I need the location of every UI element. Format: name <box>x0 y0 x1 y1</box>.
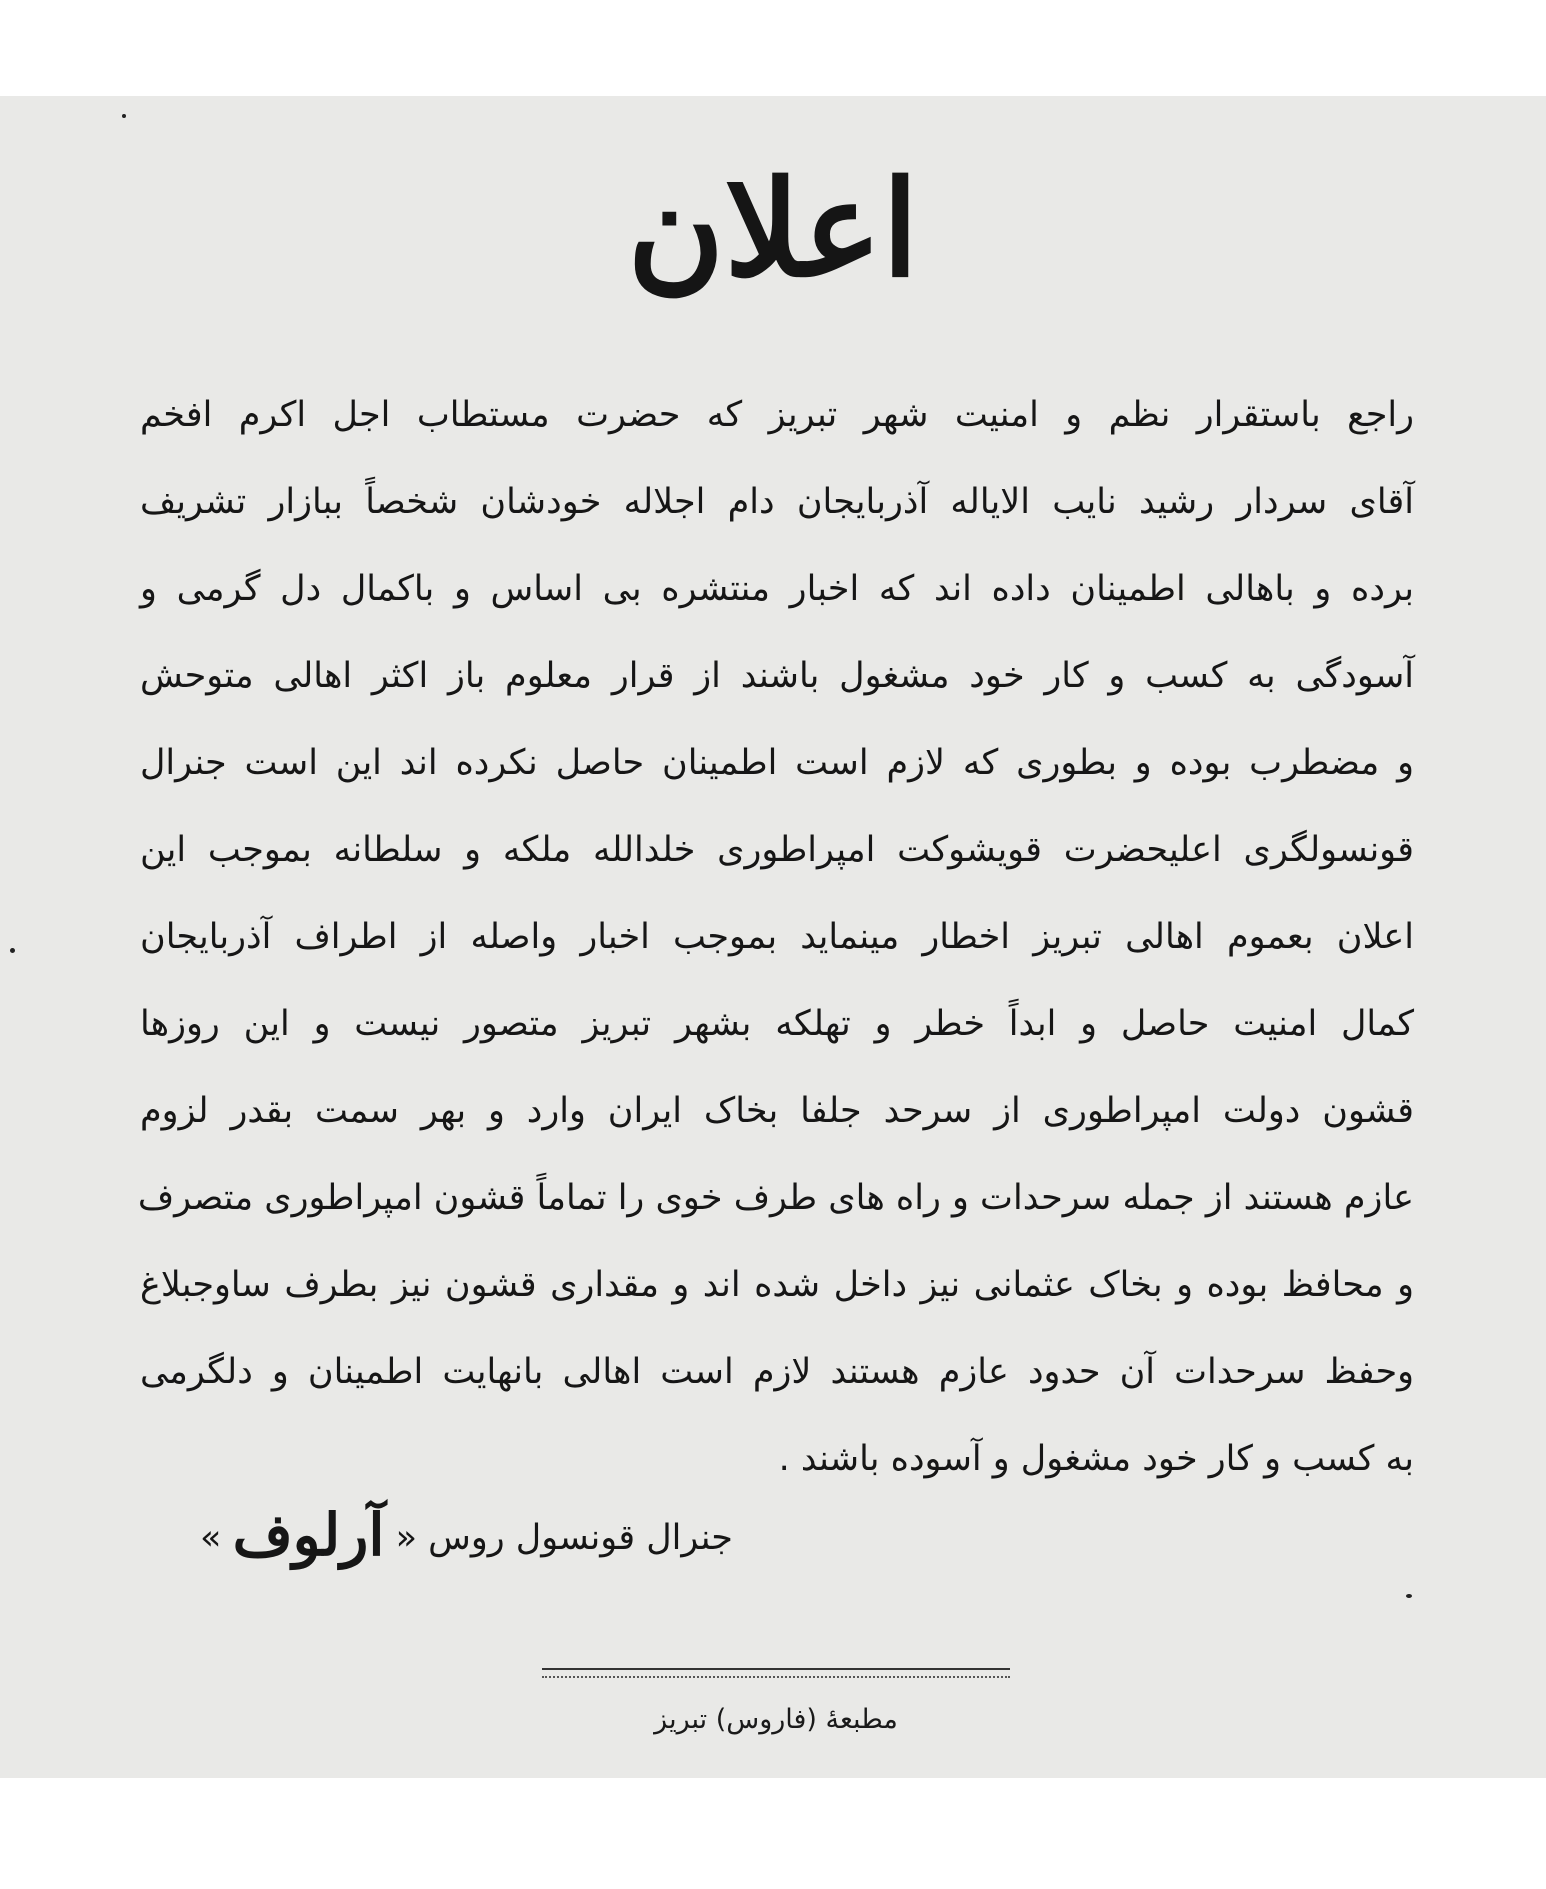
ink-speck <box>10 948 15 953</box>
footer-divider <box>542 1668 1010 1678</box>
announcement-title: اعلان <box>627 152 919 307</box>
ink-speck <box>122 114 126 118</box>
printer-imprint: مطبعهٔ (فاروس) تبریز <box>654 1704 898 1735</box>
signature-name: آرلوف <box>232 1501 385 1569</box>
body-line: برده و باهالی اطمینان داده اند که اخبار منتشره بی اساس و باکمال دل گرمی و <box>140 569 1414 609</box>
body-line: قشون دولت امپراطوری از سرحد جلفا بخاک ایران وارد و بهر سمت بقدر لزوم <box>140 1091 1414 1131</box>
body-line: اعلان بعموم اهالی تبریز اخطار مینماید بموجب اخبار واصله از اطراف آذربایجان <box>140 917 1414 957</box>
body-line: و محافظ بوده و بخاک عثمانی نیز داخل شده اند و مقداری قشون نیز بطرف ساوجبلاغ <box>140 1265 1414 1305</box>
announcement-body <box>137 372 1414 1503</box>
body-line: راجع باستقرار نظم و امنیت شهر تبریز که حضرت مستطاب اجل اکرم افخم <box>140 395 1414 435</box>
body-line: آقای سردار رشید نایب الایاله آذربایجان دام اجلاله خودشان شخصاً ببازار تشریف <box>140 482 1414 522</box>
signature-close-quote: » <box>200 1518 222 1558</box>
body-line: آسودگی به کسب و کار خود مشغول باشند از قرار معلوم باز اکثر اهالی متوحش <box>140 656 1414 696</box>
body-line: و مضطرب بوده و بطوری که لازم است اطمینان حاصل نکرده اند این است جنرال <box>140 743 1414 783</box>
body-line: قونسولگری اعلیحضرت قویشوکت امپراطوری خلدالله ملکه و سلطانه بموجب این <box>140 830 1414 870</box>
body-line: وحفظ سرحدات آن حدود عازم هستند لازم است اهالی بانهایت اطمینان و دلگرمی <box>140 1352 1414 1392</box>
signature-line <box>200 1495 800 1578</box>
signature-prefix: جنرال قونسول روس <box>428 1518 733 1558</box>
body-line: عازم هستند از جمله سرحدات و راه های طرف خوی را تماماً قشون امپراطوری متصرف <box>137 1178 1414 1218</box>
signature-open-quote: « <box>395 1518 418 1558</box>
ink-speck <box>1406 1594 1412 1598</box>
body-line: به کسب و کار خود مشغول و آسوده باشند . <box>778 1439 1414 1479</box>
body-line: کمال امنیت حاصل و ابداً خطر و تهلکه بشهر تبریز متصور نیست و این روزها <box>140 1004 1414 1044</box>
